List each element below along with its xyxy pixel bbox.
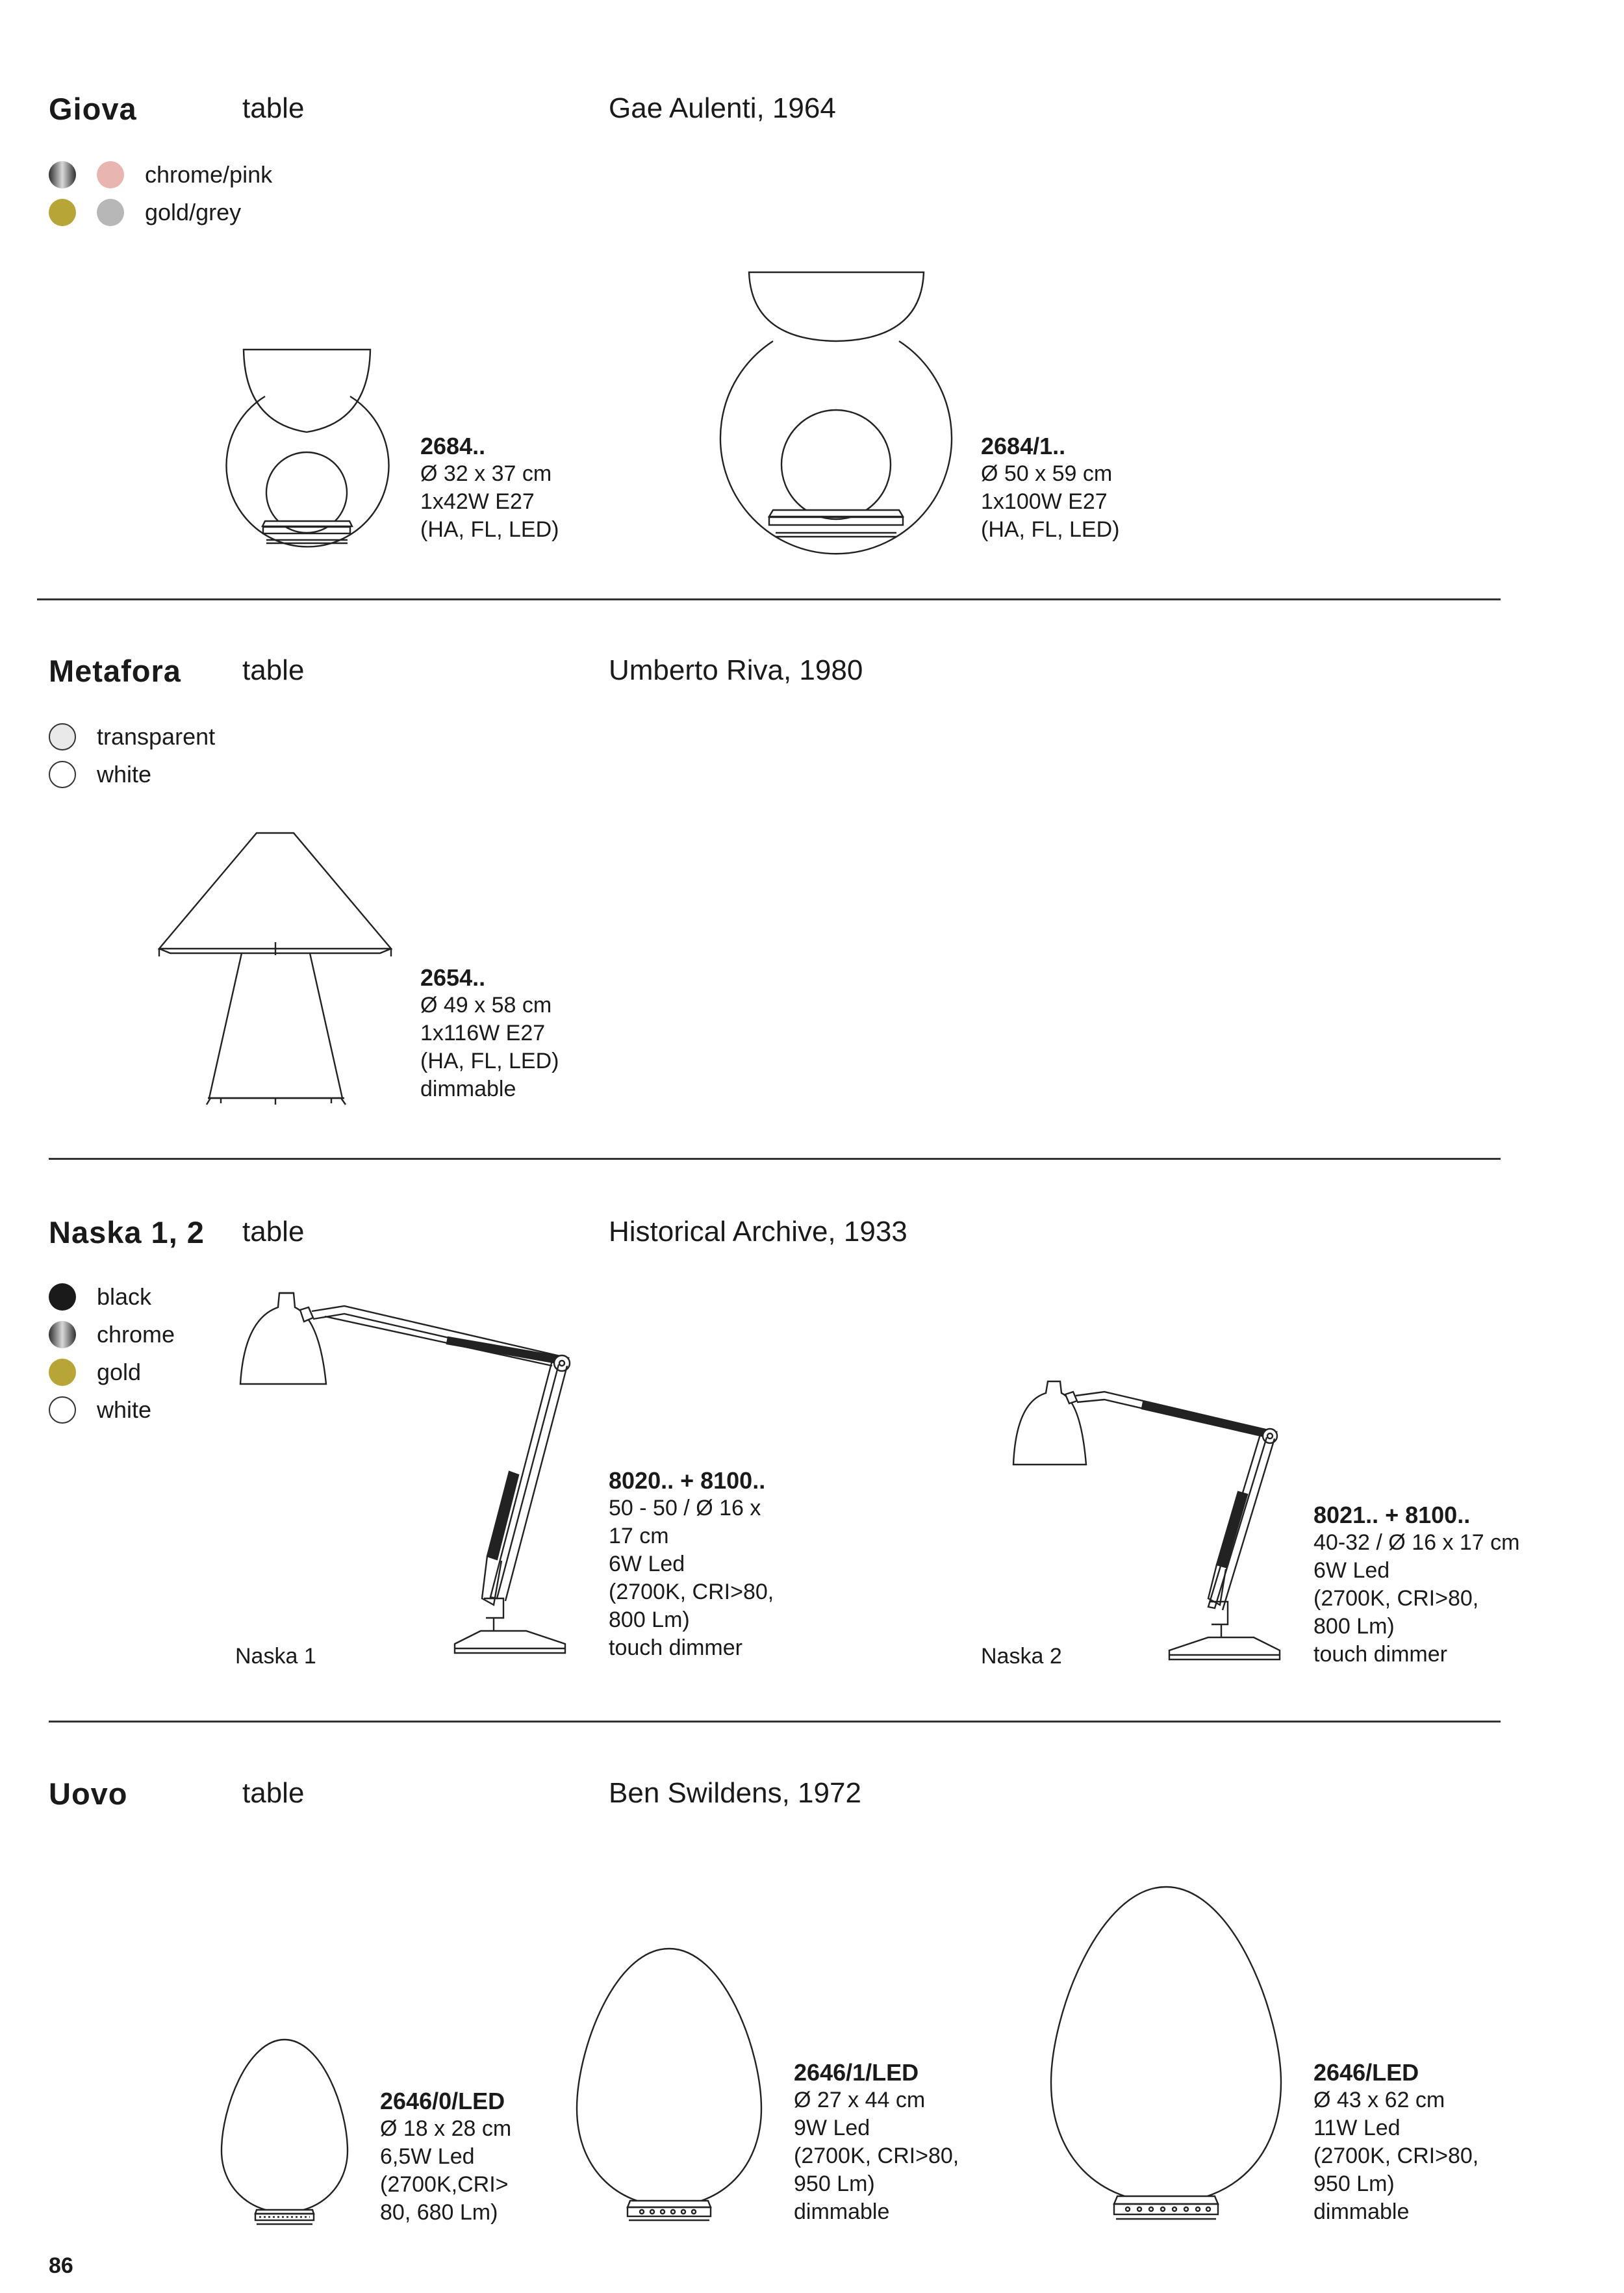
finish-item: [49, 156, 272, 194]
spec-line: dimmable: [794, 2199, 890, 2224]
spec-line: 6W Led: [1313, 1558, 1390, 1583]
product-type-metafora: table: [242, 654, 305, 686]
spec-giova-2684: [420, 432, 559, 544]
spec-size: Ø 50 x 59 cm: [981, 461, 1113, 486]
product-code: 2646/LED: [1313, 2059, 1419, 2086]
spec-line: Ø 18 x 28 cm: [380, 2116, 512, 2141]
spec-line: touch dimmer: [609, 1635, 742, 1660]
finish-label: black: [97, 1283, 152, 1310]
product-type-giova: table: [242, 92, 305, 124]
spec-uovo-1: [794, 2058, 959, 2226]
spec-line: 950 Lm): [1313, 2171, 1395, 2196]
caption-naska2: Naska 2: [981, 1644, 1062, 1669]
spec-metafora-2654: [420, 964, 559, 1103]
pink-swatch: [97, 161, 124, 188]
spec-line: 50 - 50 / Ø 16 x: [609, 1496, 761, 1520]
spec-line: (2700K, CRI>80,: [794, 2144, 959, 2168]
black-swatch: [49, 1283, 76, 1311]
spec-line: (2700K, CRI>80,: [1313, 2144, 1479, 2168]
uovo-small-lamp-drawing: [218, 2037, 354, 2232]
chrome-swatch: [49, 161, 76, 188]
spec-line: (2700K,CRI>: [380, 2172, 509, 2197]
product-code: 2684/1..: [981, 433, 1066, 459]
product-code: 2684..: [420, 433, 486, 459]
spec-giova-2684-1: [981, 432, 1119, 544]
spec-line: 9W Led: [794, 2116, 870, 2140]
spec-line: touch dimmer: [1313, 1642, 1447, 1667]
uovo-base-holes: [1126, 2207, 1210, 2211]
product-code: 8021.. + 8100..: [1313, 1502, 1471, 1528]
spec-line: (2700K, CRI>80,: [1313, 1586, 1479, 1611]
product-code: 8020.. + 8100..: [609, 1467, 766, 1494]
finish-list-metafora: [49, 718, 215, 793]
finish-label: transparent: [97, 723, 216, 750]
spec-note: dimmable: [420, 1077, 516, 1101]
product-name-naska: Naska 1, 2: [49, 1215, 205, 1249]
spec-line: 6,5W Led: [380, 2144, 475, 2169]
spec-line: Ø 43 x 62 cm: [1313, 2088, 1445, 2112]
spec-lamps: (HA, FL, LED): [420, 1049, 559, 1073]
spec-power: 1x42W E27: [420, 489, 535, 514]
spec-uovo-2: [1313, 2058, 1478, 2226]
spec-lamps: (HA, FL, LED): [420, 517, 559, 542]
gold-swatch: [49, 1359, 76, 1386]
spec-naska1: [609, 1467, 774, 1662]
spec-line: 11W Led: [1313, 2116, 1401, 2140]
spec-line: 950 Lm): [794, 2171, 875, 2196]
finish-item: [49, 1353, 175, 1391]
gold-swatch: [49, 199, 76, 226]
spec-power: 1x100W E27: [981, 489, 1108, 514]
metafora-lamp-drawing: [156, 832, 396, 1111]
spec-line: 800 Lm): [609, 1608, 690, 1632]
finish-item: [49, 1316, 175, 1353]
spec-size: Ø 49 x 58 cm: [420, 993, 552, 1018]
finish-label: chrome/pink: [145, 161, 273, 188]
spec-naska2: [1313, 1501, 1520, 1669]
section-divider: [49, 1721, 1501, 1723]
finish-label: white: [97, 1396, 152, 1423]
finish-item: [49, 1278, 175, 1316]
product-code: 2654..: [420, 964, 486, 991]
transparent-swatch: [49, 723, 76, 750]
finish-item: [49, 194, 272, 231]
grey-swatch: [97, 199, 124, 226]
chrome-swatch: [49, 1321, 76, 1348]
designer-giova: Gae Aulenti, 1964: [609, 92, 836, 124]
designer-metafora: Umberto Riva, 1980: [609, 654, 863, 686]
spec-uovo-0: [380, 2087, 511, 2227]
uovo-medium-lamp-drawing: [572, 1946, 767, 2232]
finish-label: gold/grey: [145, 199, 242, 225]
spec-size: Ø 32 x 37 cm: [420, 461, 552, 486]
spec-line: 80, 680 Lm): [380, 2200, 498, 2225]
uovo-base-holes: [640, 2210, 696, 2214]
spec-line: Ø 27 x 44 cm: [794, 2088, 926, 2112]
spec-lamps: (HA, FL, LED): [981, 517, 1120, 542]
finish-label: gold: [97, 1359, 142, 1385]
spec-power: 1x116W E27: [420, 1021, 546, 1045]
caption-naska1: Naska 1: [235, 1644, 316, 1669]
spec-line: (2700K, CRI>80,: [609, 1580, 774, 1604]
page-number: 86: [49, 2253, 73, 2278]
product-name-giova: Giova: [49, 92, 137, 126]
finish-list-naska: [49, 1278, 175, 1429]
spec-line: dimmable: [1313, 2199, 1410, 2224]
finish-item: [49, 1391, 175, 1429]
naska2-lamp-drawing: [1013, 1377, 1293, 1676]
finish-list-giova: [49, 156, 272, 231]
designer-naska: Historical Archive, 1933: [609, 1216, 907, 1248]
spec-line: 17 cm: [609, 1524, 669, 1548]
product-type-naska: table: [242, 1216, 305, 1248]
finish-item: [49, 756, 215, 793]
spec-line: 800 Lm): [1313, 1614, 1395, 1639]
white-swatch: [49, 1396, 76, 1424]
product-name-metafora: Metafora: [49, 654, 181, 688]
spec-line: 6W Led: [609, 1552, 685, 1576]
uovo-large-lamp-drawing: [1046, 1884, 1286, 2229]
spec-line: 40-32 / Ø 16 x 17 cm: [1313, 1530, 1520, 1555]
naska1-lamp-drawing: [240, 1293, 578, 1670]
section-divider: [49, 1158, 1501, 1160]
finish-label: chrome: [97, 1321, 175, 1348]
giova-large-lamp-drawing: [715, 270, 961, 543]
section-divider: [37, 598, 1501, 600]
giova-small-lamp-drawing: [214, 344, 383, 552]
product-code: 2646/1/LED: [794, 2059, 919, 2086]
finish-label: white: [97, 761, 152, 788]
product-type-uovo: table: [242, 1777, 305, 1809]
white-swatch: [49, 761, 76, 788]
designer-uovo: Ben Swildens, 1972: [609, 1777, 861, 1809]
product-code: 2646/0/LED: [380, 2088, 505, 2114]
product-name-uovo: Uovo: [49, 1776, 128, 1811]
finish-item: [49, 718, 215, 756]
